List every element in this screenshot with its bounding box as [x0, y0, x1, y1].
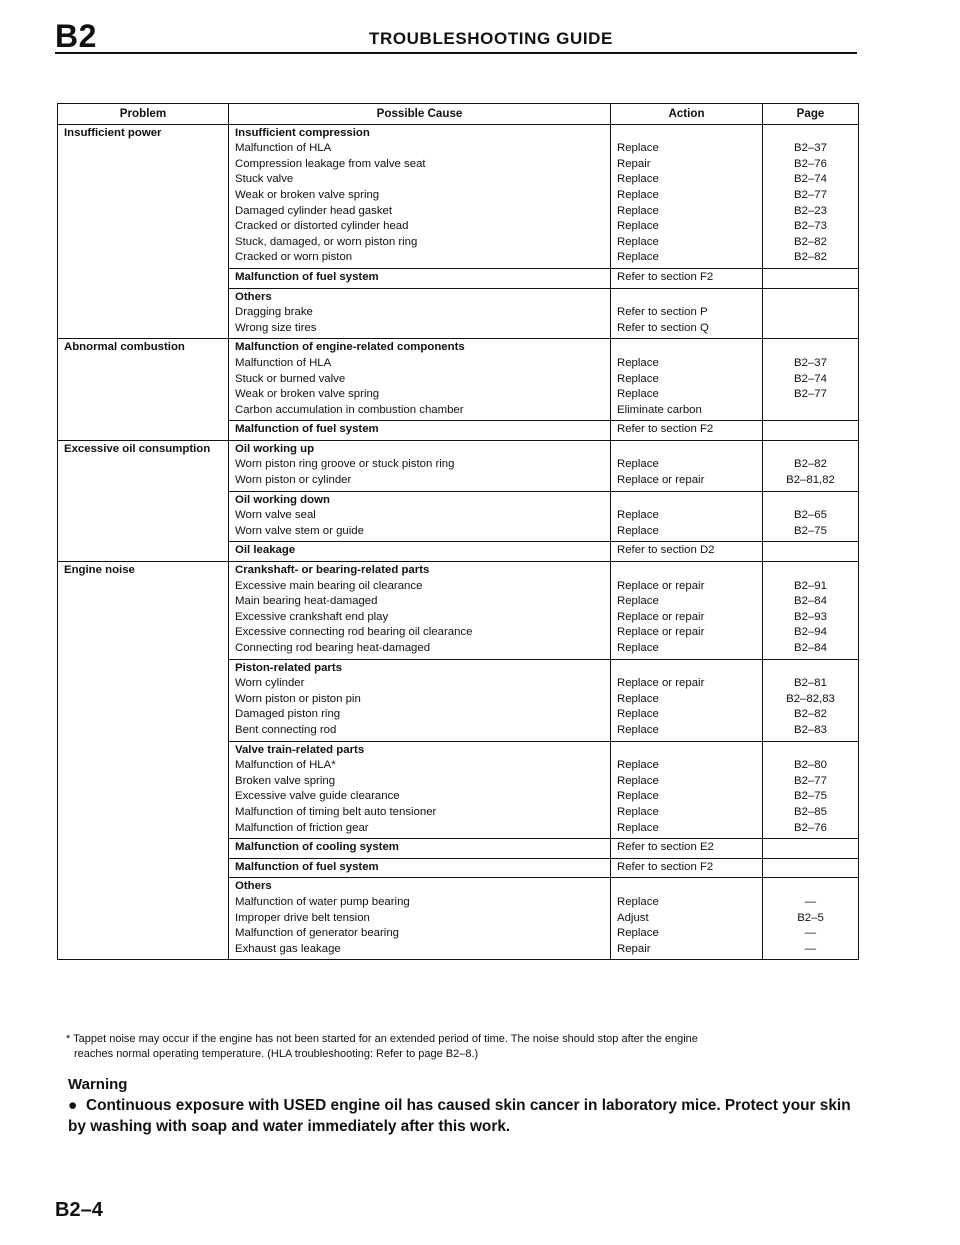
cause-group-title: Oil leakage [235, 544, 296, 557]
section-code: B2 [55, 18, 97, 54]
footnote-marker: * [66, 1033, 71, 1045]
cause-item: Exhaust gas leakage [235, 942, 341, 955]
page-ref: B2–76 [794, 821, 827, 834]
page-ref: B2–93 [794, 610, 827, 623]
page-ref: B2–37 [794, 356, 827, 369]
action-text: Replace [617, 642, 659, 654]
cause-item: Stuck, damaged, or worn piston ring [235, 235, 418, 248]
cause-item: Cracked or distorted cylinder head [235, 220, 409, 233]
cause-group-title: Oil working up [235, 442, 315, 455]
page-cell [763, 878, 859, 960]
action-text: Replace [617, 251, 659, 264]
action-text: Replace [617, 790, 659, 803]
action-cell [611, 268, 763, 288]
page-ref: B2–5 [797, 911, 824, 924]
page-ref: B2–91 [794, 579, 827, 592]
cause-item: Main bearing heat-damaged [235, 595, 378, 608]
footnote-line-1: * Tappet noise may occur if the engine has not been started for an extended period of time. The noise should stop after the engine [66, 1033, 698, 1045]
page-cell [763, 659, 859, 741]
action-text: Eliminate carbon [617, 403, 702, 416]
action-text: Refer to section F2 [617, 423, 714, 436]
page-ref [769, 403, 852, 419]
cause-item: Weak or broken valve spring [235, 388, 380, 401]
page-ref: B2–65 [794, 509, 827, 522]
cause-cell [229, 659, 611, 741]
cause-item: Excessive connecting rod bearing oil clearance [235, 626, 473, 639]
cause-group-title: Piston-related parts [235, 661, 342, 674]
page-cell [763, 858, 859, 878]
cause-item: Carbon accumulation in combustion chamber [235, 403, 464, 416]
page-ref: B2–75 [794, 790, 827, 803]
action-text: Replace [617, 372, 659, 385]
page-cell [763, 741, 859, 839]
action-text: Replace [617, 524, 659, 537]
cause-cell [229, 440, 611, 491]
page-cell [763, 839, 859, 859]
cause-group-title: Malfunction of engine-related components [235, 341, 465, 354]
page-ref: B2–74 [794, 173, 827, 186]
action-text: Replace [617, 708, 659, 721]
cause-cell [229, 491, 611, 542]
cause-cell [229, 542, 611, 562]
cause-item: Broken valve spring [235, 774, 336, 787]
cause-item: Compression leakage from valve seat [235, 157, 426, 170]
action-cell [611, 562, 763, 660]
cause-item: Stuck or burned valve [235, 372, 346, 385]
problem-cell: Abnormal combustion [58, 339, 229, 441]
page-ref: B2–77 [794, 388, 827, 401]
page-ref: B2–81,82 [786, 474, 835, 487]
cause-group-title: Malfunction of fuel system [235, 423, 379, 436]
cause-item: Malfunction of water pump bearing [235, 895, 410, 908]
action-cell [611, 858, 763, 878]
cause-item: Damaged piston ring [235, 708, 341, 721]
cause-item: Malfunction of HLA* [235, 759, 336, 772]
action-text: Replace or repair [617, 610, 705, 623]
table-body [58, 124, 859, 960]
page-ref [769, 305, 852, 321]
action-text: Replace [617, 388, 659, 401]
problem-cell: Insufficient power [58, 124, 229, 339]
cause-cell [229, 741, 611, 839]
column-header-problem: Problem [58, 104, 229, 125]
cause-item: Malfunction of generator bearing [235, 927, 400, 940]
cause-item: Wrong size tires [235, 321, 317, 334]
action-cell [611, 491, 763, 542]
cause-cell [229, 339, 611, 421]
page-cell [763, 288, 859, 339]
action-text: Replace [617, 204, 659, 217]
footnote-line-2: reaches normal operating temperature. (HLA troubleshooting: Refer to page B2–8.) [74, 1048, 479, 1060]
page-ref: B2–82 [794, 458, 827, 471]
cause-group-title: Others [235, 880, 272, 893]
page-ref: B2–77 [794, 188, 827, 201]
page-ref: B2–82,83 [786, 692, 835, 705]
problem-cell: Engine noise [58, 562, 229, 960]
column-header-page: Page [763, 104, 859, 125]
warning-body: Continuous exposure with USED engine oil has caused skin cancer in laboratory mice. Protect your skin by washing with soap and water immediately after this work. [68, 1097, 851, 1135]
page-ref: B2–82 [794, 251, 827, 264]
warning-title: Warning [68, 1076, 128, 1093]
page-ref: B2–94 [794, 626, 827, 639]
cause-item: Bent connecting rod [235, 723, 337, 736]
bullet-icon: ● [68, 1097, 78, 1114]
page-ref: B2–85 [794, 805, 827, 818]
cause-cell [229, 839, 611, 859]
page-ref: B2–82 [794, 235, 827, 248]
action-text: Refer to section Q [617, 321, 709, 334]
page-ref: B2–73 [794, 220, 827, 233]
cause-item: Improper drive belt tension [235, 911, 370, 924]
table-row [58, 440, 859, 491]
page-header [55, 18, 857, 54]
action-cell [611, 741, 763, 839]
page-cell [763, 440, 859, 491]
cause-item: Worn valve seal [235, 509, 316, 522]
action-text: Replace or repair [617, 677, 705, 690]
cause-group-title: Valve train-related parts [235, 743, 365, 756]
action-text: Replace [617, 692, 659, 705]
action-cell [611, 659, 763, 741]
page-ref: B2–23 [794, 204, 827, 217]
page-ref: B2–76 [794, 157, 827, 170]
cause-item: Excessive main bearing oil clearance [235, 579, 423, 592]
page-ref [769, 321, 852, 337]
cause-item: Damaged cylinder head gasket [235, 204, 393, 217]
cause-cell [229, 562, 611, 660]
cause-item: Connecting rod bearing heat-damaged [235, 642, 431, 654]
page-ref: B2–81 [794, 677, 827, 690]
cause-item: Worn valve stem or guide [235, 524, 364, 537]
cause-item: Excessive valve guide clearance [235, 790, 400, 803]
page-ref: B2–75 [794, 524, 827, 537]
cause-item: Malfunction of timing belt auto tensioner [235, 805, 437, 818]
page-ref: B2–74 [794, 372, 827, 385]
page-title: TROUBLESHOOTING GUIDE [369, 29, 613, 48]
cause-item: Stuck valve [235, 173, 294, 186]
action-text: Replace [617, 821, 659, 834]
action-text: Replace [617, 509, 659, 522]
table-row [58, 339, 859, 421]
cause-cell [229, 878, 611, 960]
action-cell [611, 339, 763, 421]
page-ref: B2–84 [794, 642, 827, 654]
column-header-action: Action [611, 104, 763, 125]
cause-cell [229, 124, 611, 268]
action-cell [611, 542, 763, 562]
action-cell [611, 839, 763, 859]
page-cell [763, 124, 859, 268]
action-text: Refer to section E2 [617, 841, 714, 854]
action-cell [611, 440, 763, 491]
cause-cell [229, 288, 611, 339]
cause-cell [229, 268, 611, 288]
cause-group-title: Malfunction of cooling system [235, 841, 399, 854]
action-cell [611, 124, 763, 268]
page-ref: — [804, 927, 817, 940]
cause-item: Worn piston or piston pin [235, 692, 361, 705]
page-ref: B2–37 [794, 142, 827, 155]
table-row [58, 562, 859, 660]
action-text: Refer to section P [617, 306, 708, 319]
action-text: Replace or repair [617, 626, 705, 639]
page-ref: B2–80 [794, 759, 827, 772]
cause-item: Weak or broken valve spring [235, 188, 380, 201]
action-text: Replace [617, 235, 659, 248]
action-text: Replace [617, 173, 659, 186]
cause-item: Worn piston ring groove or stuck piston ring [235, 458, 455, 471]
action-text: Replace [617, 895, 659, 908]
problem-cell: Excessive oil consumption [58, 440, 229, 561]
cause-cell [229, 858, 611, 878]
action-text: Replace [617, 188, 659, 201]
cause-group-title: Malfunction of fuel system [235, 270, 379, 283]
cause-item: Cracked or worn piston [235, 251, 353, 264]
action-text: Refer to section D2 [617, 544, 715, 557]
page-ref: B2–84 [794, 595, 827, 608]
cause-group-title: Malfunction of fuel system [235, 860, 379, 873]
action-text: Refer to section F2 [617, 860, 714, 873]
action-text: Replace or repair [617, 579, 705, 592]
cause-group-title: Oil working down [235, 493, 330, 506]
cause-item: Malfunction of friction gear [235, 821, 369, 834]
cause-group-title: Insufficient compression [235, 126, 370, 139]
page-cell [763, 542, 859, 562]
page-ref: B2–77 [794, 774, 827, 787]
action-text: Replace [617, 774, 659, 787]
action-text: Repair [617, 157, 651, 170]
page-ref: B2–83 [794, 723, 827, 736]
table-row [58, 124, 859, 268]
cause-group-title: Crankshaft- or bearing-related parts [235, 564, 430, 577]
cause-item: Malfunction of HLA [235, 142, 332, 155]
page-cell [763, 268, 859, 288]
page-cell [763, 339, 859, 421]
action-text: Refer to section F2 [617, 270, 714, 283]
page-cell [763, 491, 859, 542]
action-text: Replace [617, 723, 659, 736]
footnote [66, 1032, 866, 1062]
cause-item: Worn cylinder [235, 677, 305, 690]
cause-item: Dragging brake [235, 306, 313, 319]
column-header-possible-cause: Possible Cause [229, 104, 611, 125]
action-text: Replace [617, 142, 659, 155]
action-cell [611, 421, 763, 441]
troubleshooting-table [57, 103, 859, 960]
action-text: Replace [617, 595, 659, 608]
page-ref: — [804, 895, 817, 908]
cause-group-title: Others [235, 290, 272, 303]
warning-text [68, 1095, 858, 1137]
cause-item: Excessive crankshaft end play [235, 610, 389, 623]
action-text: Replace [617, 356, 659, 369]
page-ref: — [804, 942, 817, 955]
action-cell [611, 288, 763, 339]
page-number: B2–4 [55, 1199, 103, 1221]
action-text: Replace [617, 805, 659, 818]
cause-item: Worn piston or cylinder [235, 474, 352, 487]
page-ref: B2–82 [794, 708, 827, 721]
cause-cell [229, 421, 611, 441]
action-text: Repair [617, 942, 651, 955]
page-cell [763, 421, 859, 441]
cause-item: Malfunction of HLA [235, 356, 332, 369]
page-cell [763, 562, 859, 660]
table-header-row [58, 104, 859, 125]
action-cell [611, 878, 763, 960]
action-text: Replace [617, 759, 659, 772]
action-text: Replace [617, 927, 659, 940]
action-text: Replace [617, 220, 659, 233]
action-text: Adjust [617, 911, 649, 924]
action-text: Replace or repair [617, 474, 705, 487]
action-text: Replace [617, 458, 659, 471]
